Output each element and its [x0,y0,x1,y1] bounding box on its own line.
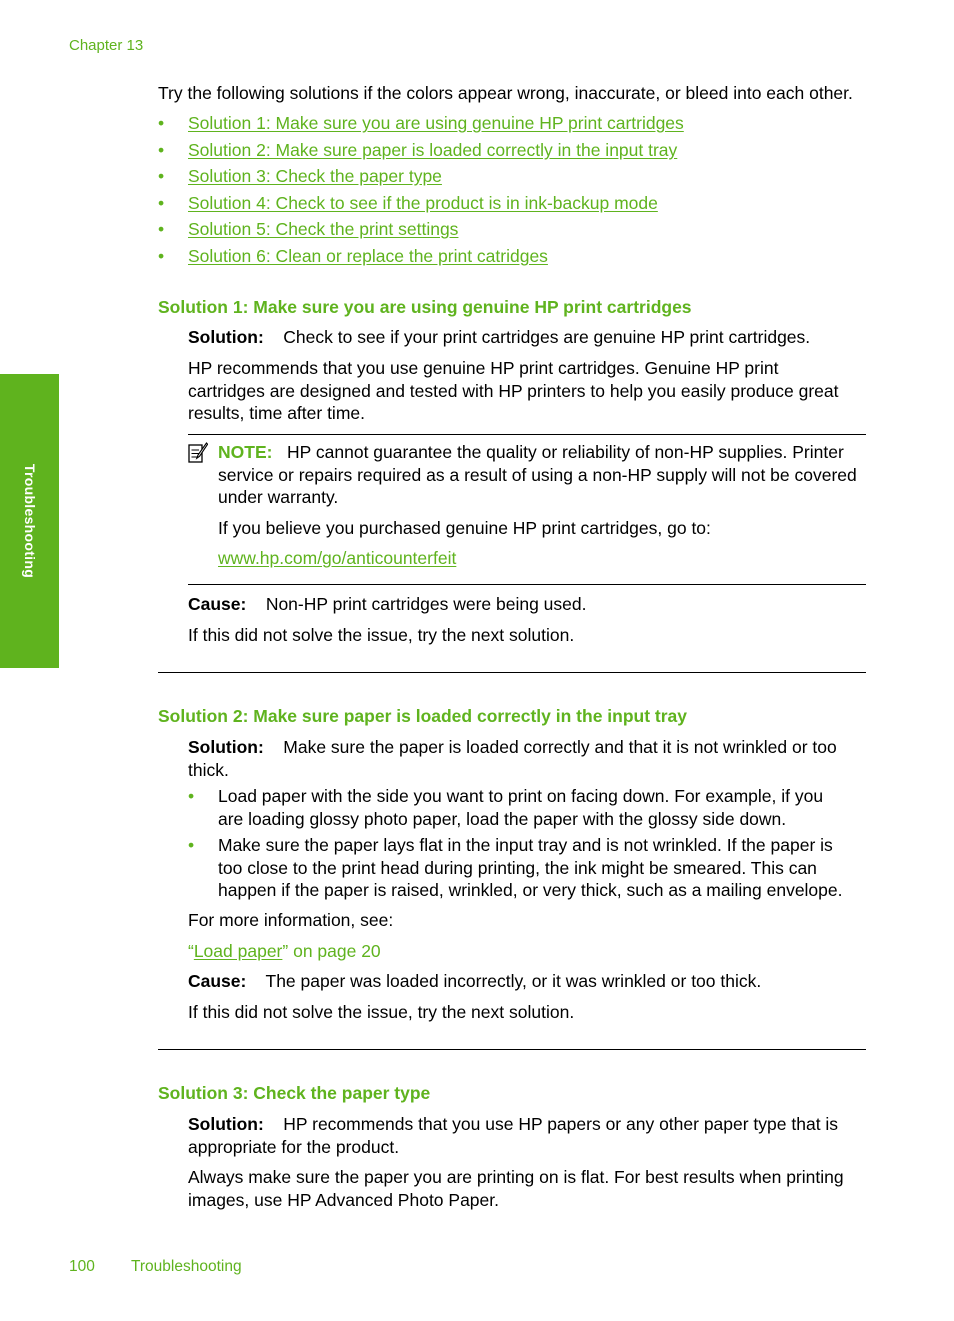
note-box [218,441,857,509]
section3-heading: Solution 3: Check the paper type [158,1083,431,1103]
section2-bullet-1 [218,785,823,830]
note-bottom-rule [188,584,866,585]
note-goto-text: If you believe you purchased genuine HP print cartridges, go to: [218,518,711,538]
solution-line: appropriate for the product. [188,1136,400,1157]
page-number: 100 [69,1258,95,1275]
solution-line: thick. [188,759,229,780]
side-tab-label: Troubleshooting [21,463,38,579]
section2-solution [188,736,837,781]
list-bullet: • [188,786,195,806]
load-paper-link[interactable]: Load paper [193,941,283,961]
paragraph-line: HP recommends that you use genuine HP print cartridges. Genuine HP print [188,358,779,378]
solution-text: HP recommends that you use HP papers or any other paper type that is [283,1114,839,1134]
quote-open: “ [188,941,194,961]
anticounterfeit-link[interactable]: www.hp.com/go/anticounterfeit [218,548,457,568]
solution-label: Solution: [188,1114,264,1134]
section-divider [158,1049,866,1050]
solution-line [188,736,837,759]
cause-label: Cause: [188,971,247,991]
solution-link-4[interactable]: Solution 4: Check to see if the product is in ink-backup mode [188,193,658,213]
section1-next: If this did not solve the issue, try the next solution. [188,625,575,645]
bullet-line: Load paper with the side you want to print on facing down. For example, if you [218,786,824,806]
section1-cause [188,593,587,615]
cause-text: Non-HP print cartridges were being used. [265,594,587,614]
section2-bullet-2 [218,834,843,902]
solution-link-3[interactable]: Solution 3: Check the paper type [188,166,442,186]
list-bullet: • [158,219,165,239]
intro-text: Try the following solutions if the colors appear wrong, inaccurate, or bleed into each other. [158,83,853,103]
note-line: under warranty. [218,487,339,507]
section-divider [158,672,866,673]
list-bullet: • [158,166,165,186]
solution-label: Solution: [188,737,264,757]
list-bullet: • [188,835,195,855]
page-reference: ” on page 20 [282,941,381,961]
paragraph-line: results, time after time. [188,403,365,423]
paragraph-line: Always make sure the paper you are printing on is flat. For best results when printing [188,1167,844,1187]
note-label: NOTE: [218,442,273,462]
note-top-rule [188,434,866,435]
bullet-line: are loading glossy photo paper, load the paper with the glossy side down. [218,808,787,829]
solution-link-6[interactable]: Solution 6: Clean or replace the print catridges [188,246,548,266]
bullet-line: too close to the print head during printing, the ink might be smeared. This can [218,857,817,878]
list-bullet: • [158,246,165,266]
note-text: HP cannot guarantee the quality or reliability of non-HP supplies. Printer [287,442,844,462]
more-info-text: For more information, see: [188,910,394,930]
solution-text: Make sure the paper is loaded correctly and that it is not wrinkled or too [283,737,837,757]
section1-heading: Solution 1: Make sure you are using genuine HP print cartridges [158,297,692,317]
note-icon [188,442,208,464]
load-paper-reference [188,940,381,962]
solution-text: Check to see if your print cartridges are genuine HP print cartridges. [283,327,811,347]
cause-label: Cause: [188,594,247,614]
chapter-label: Chapter 13 [69,37,144,54]
cause-text: The paper was loaded incorrectly, or it was wrinkled or too thick. [265,971,762,991]
list-bullet: • [158,113,165,133]
section1-paragraph [188,357,838,425]
note-line: service or repairs required as a result of using a non-HP supply will not be covered [218,464,857,485]
solution-link-5[interactable]: Solution 5: Check the print settings [188,219,459,239]
solution-link-1[interactable]: Solution 1: Make sure you are using genuine HP print cartridges [188,113,684,133]
solution-label: Solution: [188,327,264,347]
bullet-line: happen if the paper is raised, wrinkled, or very thick, such as a mailing envelope. [218,880,843,900]
solution-line [188,1113,838,1136]
paragraph-line: cartridges are designed and tested with HP printers to help you easily produce great [188,380,839,401]
section2-heading: Solution 2: Make sure paper is loaded correctly in the input tray [158,706,688,726]
note-line [218,441,857,464]
section3-solution [188,1113,838,1158]
section3-paragraph [188,1166,844,1211]
solution-link-2[interactable]: Solution 2: Make sure paper is loaded correctly in the input tray [188,140,678,160]
section2-cause [188,970,761,992]
section2-next: If this did not solve the issue, try the next solution. [188,1002,575,1022]
list-bullet: • [158,140,165,160]
bullet-line: Make sure the paper lays flat in the input tray and is not wrinkled. If the paper is [218,835,833,855]
list-bullet: • [158,193,165,213]
footer-section: Troubleshooting [131,1258,242,1275]
side-tab [0,374,59,668]
section1-solution [188,326,810,348]
paragraph-line: images, use HP Advanced Photo Paper. [188,1189,499,1210]
